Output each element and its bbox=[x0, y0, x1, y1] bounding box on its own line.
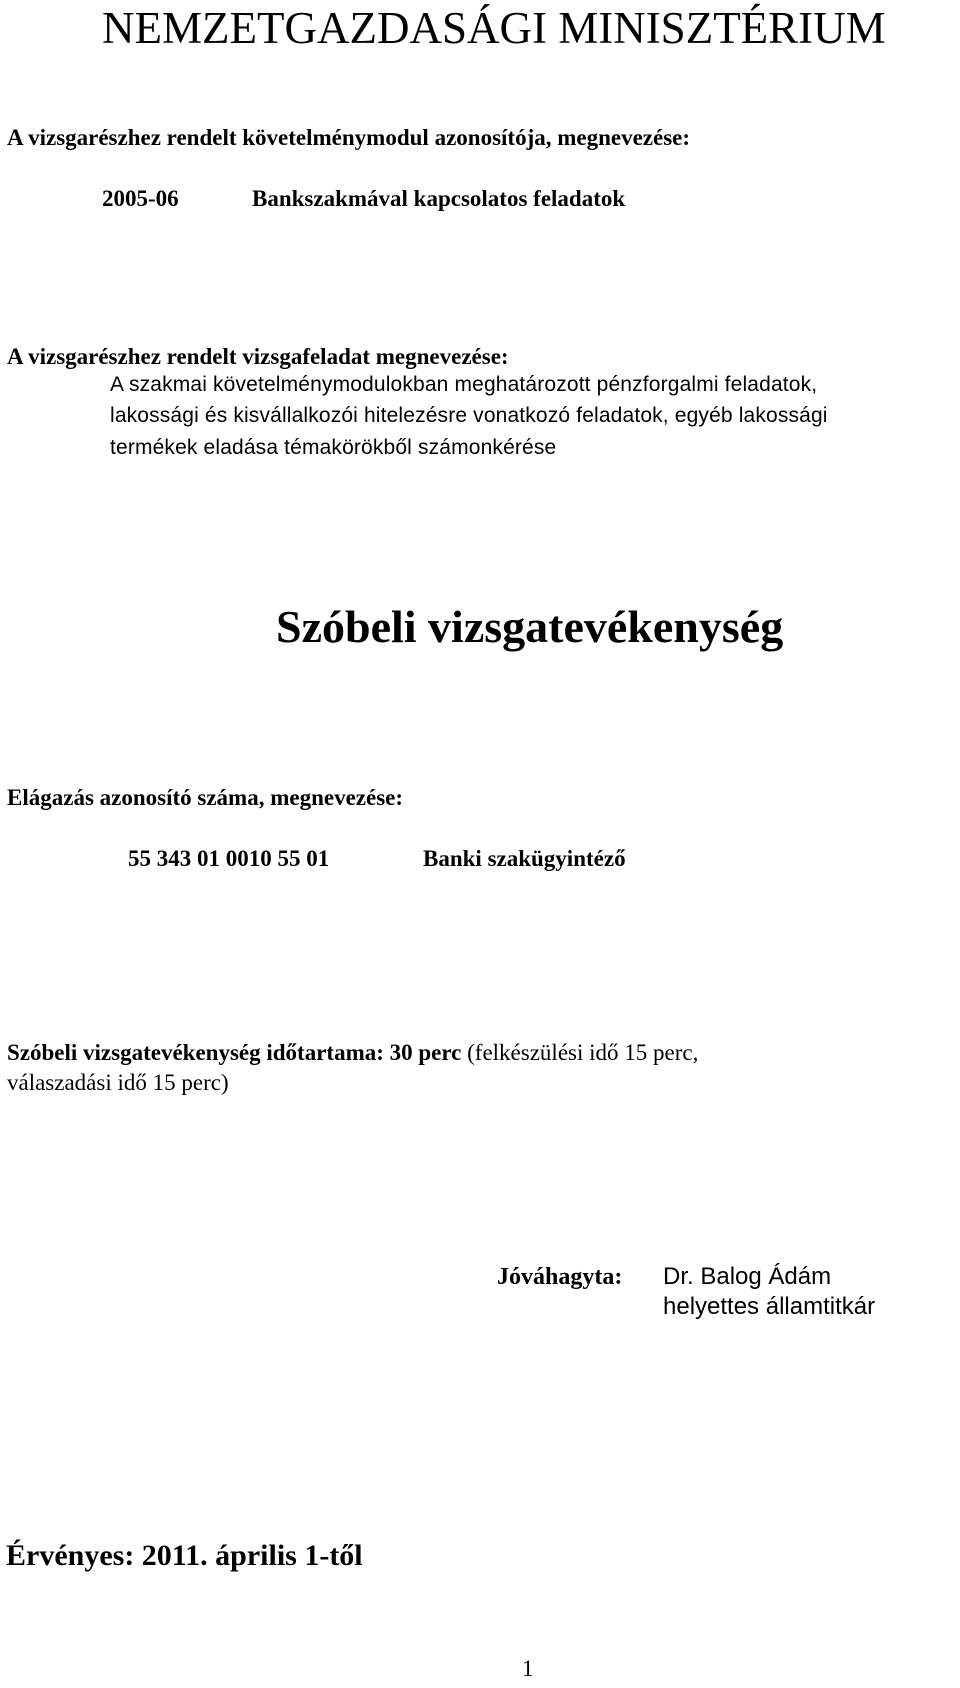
ministry-title: NEMZETGAZDASÁGI MINISZTÉRIUM bbox=[102, 3, 886, 53]
task-description bbox=[110, 369, 940, 463]
validity-date: Érvényes: 2011. április 1-től bbox=[6, 1539, 363, 1572]
oral-exam-duration bbox=[7, 1038, 942, 1098]
duration-detail-part2: válaszadási idő 15 perc) bbox=[7, 1070, 229, 1095]
module-code: 2005-06 bbox=[102, 186, 179, 211]
approver-title: helyettes államtitkár bbox=[663, 1293, 876, 1320]
branch-name: Banki szakügyintéző bbox=[423, 846, 626, 871]
page-number: 1 bbox=[522, 1656, 534, 1681]
task-description-line: lakossági és kisvállalkozói hitelezésre vonatkozó feladatok, egyéb lakossági bbox=[110, 404, 828, 428]
branch-label: Elágazás azonosító száma, megnevezése: bbox=[7, 785, 404, 810]
module-label: A vizsgarészhez rendelt követelménymodul azonosítója, megnevezése: bbox=[7, 125, 691, 150]
task-description-line: termékek eladása témakörökből számonkérése bbox=[110, 435, 557, 459]
approval-label: Jóváhagyta: bbox=[497, 1264, 623, 1290]
module-name: Bankszakmával kapcsolatos feladatok bbox=[252, 186, 626, 211]
branch-code: 55 343 01 0010 55 01 bbox=[128, 846, 330, 871]
oral-exam-title: Szóbeli vizsgatevékenység bbox=[276, 601, 784, 652]
duration-detail-part1: (felkészülési idő 15 perc, bbox=[467, 1040, 699, 1065]
approver-name: Dr. Balog Ádám bbox=[663, 1263, 832, 1290]
duration-label: Szóbeli vizsgatevékenység időtartama: 30 perc bbox=[7, 1040, 462, 1065]
task-label: A vizsgarészhez rendelt vizsgafeladat megnevezése: bbox=[7, 344, 509, 369]
task-description-line: A szakmai követelménymodulokban meghatározott pénzforgalmi feladatok, bbox=[110, 373, 818, 396]
